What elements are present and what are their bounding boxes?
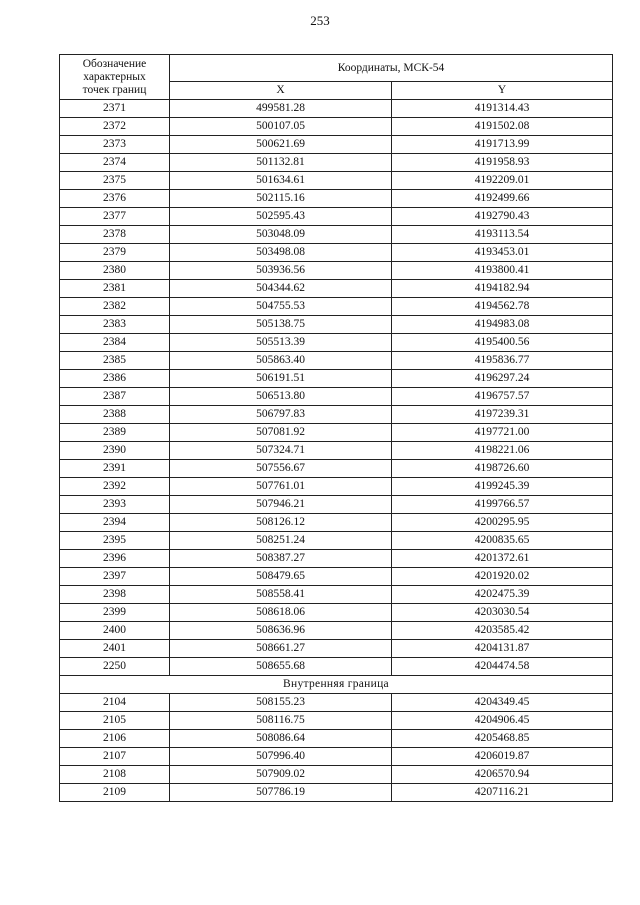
table-row xyxy=(60,172,613,190)
point-id-cell: 2399 xyxy=(60,604,170,622)
point-id-cell: 2387 xyxy=(60,388,170,406)
y-coordinate-cell: 4204474.58 xyxy=(392,658,613,676)
y-coordinate-cell: 4195836.77 xyxy=(392,352,613,370)
point-id-cell: 2383 xyxy=(60,316,170,334)
point-id-cell: 2384 xyxy=(60,334,170,352)
point-id-cell: 2386 xyxy=(60,370,170,388)
table-row xyxy=(60,712,613,730)
y-coordinate-cell: 4197721.00 xyxy=(392,424,613,442)
point-label-header-line: Обозначение xyxy=(82,57,147,70)
x-coordinate-cell: 500621.69 xyxy=(170,136,392,154)
table-row xyxy=(60,532,613,550)
x-coordinate-cell: 501634.61 xyxy=(170,172,392,190)
y-coordinate-cell: 4199766.57 xyxy=(392,496,613,514)
x-coordinate-cell: 504755.53 xyxy=(170,298,392,316)
table-row xyxy=(60,316,613,334)
point-id-cell: 2390 xyxy=(60,442,170,460)
point-id-cell: 2381 xyxy=(60,280,170,298)
y-coordinate-cell: 4191502.08 xyxy=(392,118,613,136)
table-row xyxy=(60,352,613,370)
y-coordinate-cell: 4191958.93 xyxy=(392,154,613,172)
y-coordinate-cell: 4207116.21 xyxy=(392,784,613,802)
y-coordinate-cell: 4193453.01 xyxy=(392,244,613,262)
table-row xyxy=(60,640,613,658)
y-coordinate-cell: 4192499.66 xyxy=(392,190,613,208)
table-row xyxy=(60,262,613,280)
x-coordinate-cell: 505863.40 xyxy=(170,352,392,370)
x-coordinate-cell: 508618.06 xyxy=(170,604,392,622)
x-coordinate-cell: 508661.27 xyxy=(170,640,392,658)
y-coordinate-cell: 4198221.06 xyxy=(392,442,613,460)
point-id-cell: 2389 xyxy=(60,424,170,442)
x-coordinate-cell: 500107.05 xyxy=(170,118,392,136)
point-id-cell: 2398 xyxy=(60,586,170,604)
point-id-cell: 2372 xyxy=(60,118,170,136)
table-row xyxy=(60,514,613,532)
point-label-header xyxy=(60,55,170,100)
y-coordinate-cell: 4201372.61 xyxy=(392,550,613,568)
point-id-cell: 2378 xyxy=(60,226,170,244)
point-id-cell: 2106 xyxy=(60,730,170,748)
point-id-cell: 2397 xyxy=(60,568,170,586)
point-label-header-line: точек границ xyxy=(82,83,147,96)
x-coordinate-cell: 504344.62 xyxy=(170,280,392,298)
outer-boundary-rows xyxy=(60,100,613,676)
y-coordinate-cell: 4200295.95 xyxy=(392,514,613,532)
coord-system-header: Координаты, МСК-54 xyxy=(170,55,613,82)
page-number: 253 xyxy=(310,13,330,28)
y-coordinate-cell: 4201920.02 xyxy=(392,568,613,586)
section-divider xyxy=(60,676,613,694)
table-row xyxy=(60,586,613,604)
table-row xyxy=(60,280,613,298)
table-row xyxy=(60,190,613,208)
table-row xyxy=(60,298,613,316)
y-coordinate-cell: 4195400.56 xyxy=(392,334,613,352)
table-row xyxy=(60,442,613,460)
y-column-header: Y xyxy=(392,82,613,100)
table-row xyxy=(60,154,613,172)
point-id-cell: 2385 xyxy=(60,352,170,370)
y-coordinate-cell: 4206570.94 xyxy=(392,766,613,784)
table-row xyxy=(60,136,613,154)
x-coordinate-cell: 508655.68 xyxy=(170,658,392,676)
x-coordinate-cell: 507946.21 xyxy=(170,496,392,514)
x-coordinate-cell: 507556.67 xyxy=(170,460,392,478)
x-coordinate-cell: 508636.96 xyxy=(170,622,392,640)
point-id-cell: 2105 xyxy=(60,712,170,730)
table-row xyxy=(60,370,613,388)
table-row xyxy=(60,604,613,622)
point-id-cell: 2391 xyxy=(60,460,170,478)
table-row xyxy=(60,424,613,442)
table-row xyxy=(60,568,613,586)
y-coordinate-cell: 4204131.87 xyxy=(392,640,613,658)
x-coordinate-cell: 507324.71 xyxy=(170,442,392,460)
table-row xyxy=(60,406,613,424)
point-id-cell: 2392 xyxy=(60,478,170,496)
x-coordinate-cell: 502115.16 xyxy=(170,190,392,208)
point-id-cell: 2394 xyxy=(60,514,170,532)
point-id-cell: 2393 xyxy=(60,496,170,514)
y-coordinate-cell: 4202475.39 xyxy=(392,586,613,604)
table-row xyxy=(60,226,613,244)
coordinates-table xyxy=(59,54,613,802)
x-coordinate-cell: 508479.65 xyxy=(170,568,392,586)
point-id-cell: 2109 xyxy=(60,784,170,802)
y-coordinate-cell: 4192209.01 xyxy=(392,172,613,190)
inner-boundary-rows xyxy=(60,694,613,802)
point-id-cell: 2250 xyxy=(60,658,170,676)
table-header xyxy=(60,55,613,100)
table-row xyxy=(60,100,613,118)
x-coordinate-cell: 502595.43 xyxy=(170,208,392,226)
point-id-cell: 2377 xyxy=(60,208,170,226)
x-coordinate-cell: 503048.09 xyxy=(170,226,392,244)
point-id-cell: 2388 xyxy=(60,406,170,424)
table-row xyxy=(60,334,613,352)
x-coordinate-cell: 507081.92 xyxy=(170,424,392,442)
inner-boundary-title: Внутренняя граница xyxy=(60,676,613,694)
y-coordinate-cell: 4205468.85 xyxy=(392,730,613,748)
point-id-cell: 2400 xyxy=(60,622,170,640)
y-coordinate-cell: 4196757.57 xyxy=(392,388,613,406)
x-coordinate-cell: 505138.75 xyxy=(170,316,392,334)
table-row xyxy=(60,496,613,514)
table-row xyxy=(60,784,613,802)
point-id-cell: 2395 xyxy=(60,532,170,550)
point-id-cell: 2373 xyxy=(60,136,170,154)
point-id-cell: 2371 xyxy=(60,100,170,118)
x-coordinate-cell: 507909.02 xyxy=(170,766,392,784)
x-coordinate-cell: 506191.51 xyxy=(170,370,392,388)
x-coordinate-cell: 506797.83 xyxy=(170,406,392,424)
y-coordinate-cell: 4194983.08 xyxy=(392,316,613,334)
y-coordinate-cell: 4203030.54 xyxy=(392,604,613,622)
table-row xyxy=(60,694,613,712)
y-coordinate-cell: 4193800.41 xyxy=(392,262,613,280)
y-coordinate-cell: 4197239.31 xyxy=(392,406,613,424)
x-coordinate-cell: 506513.80 xyxy=(170,388,392,406)
point-id-cell: 2104 xyxy=(60,694,170,712)
point-id-cell: 2380 xyxy=(60,262,170,280)
y-coordinate-cell: 4204349.45 xyxy=(392,694,613,712)
y-coordinate-cell: 4203585.42 xyxy=(392,622,613,640)
point-id-cell: 2396 xyxy=(60,550,170,568)
point-label-header-line: характерных xyxy=(83,70,146,83)
point-id-cell: 2401 xyxy=(60,640,170,658)
table-row xyxy=(60,478,613,496)
y-coordinate-cell: 4191314.43 xyxy=(392,100,613,118)
x-coordinate-cell: 499581.28 xyxy=(170,100,392,118)
y-coordinate-cell: 4200835.65 xyxy=(392,532,613,550)
table-row xyxy=(60,766,613,784)
y-coordinate-cell: 4198726.60 xyxy=(392,460,613,478)
x-column-header: X xyxy=(170,82,392,100)
table-row xyxy=(60,388,613,406)
x-coordinate-cell: 503936.56 xyxy=(170,262,392,280)
x-coordinate-cell: 508387.27 xyxy=(170,550,392,568)
point-id-cell: 2374 xyxy=(60,154,170,172)
point-id-cell: 2375 xyxy=(60,172,170,190)
y-coordinate-cell: 4192790.43 xyxy=(392,208,613,226)
table-row xyxy=(60,460,613,478)
x-coordinate-cell: 501132.81 xyxy=(170,154,392,172)
table-row xyxy=(60,748,613,766)
table-row xyxy=(60,730,613,748)
y-coordinate-cell: 4193113.54 xyxy=(392,226,613,244)
table-row xyxy=(60,550,613,568)
point-id-cell: 2382 xyxy=(60,298,170,316)
point-id-cell: 2379 xyxy=(60,244,170,262)
x-coordinate-cell: 508086.64 xyxy=(170,730,392,748)
point-id-cell: 2107 xyxy=(60,748,170,766)
y-coordinate-cell: 4194562.78 xyxy=(392,298,613,316)
x-coordinate-cell: 508558.41 xyxy=(170,586,392,604)
y-coordinate-cell: 4194182.94 xyxy=(392,280,613,298)
table-row xyxy=(60,118,613,136)
y-coordinate-cell: 4204906.45 xyxy=(392,712,613,730)
x-coordinate-cell: 507996.40 xyxy=(170,748,392,766)
x-coordinate-cell: 508155.23 xyxy=(170,694,392,712)
x-coordinate-cell: 508251.24 xyxy=(170,532,392,550)
table-row xyxy=(60,658,613,676)
x-coordinate-cell: 505513.39 xyxy=(170,334,392,352)
y-coordinate-cell: 4199245.39 xyxy=(392,478,613,496)
point-id-cell: 2376 xyxy=(60,190,170,208)
y-coordinate-cell: 4191713.99 xyxy=(392,136,613,154)
x-coordinate-cell: 507761.01 xyxy=(170,478,392,496)
x-coordinate-cell: 507786.19 xyxy=(170,784,392,802)
table-row xyxy=(60,622,613,640)
x-coordinate-cell: 503498.08 xyxy=(170,244,392,262)
table-row xyxy=(60,244,613,262)
table-row xyxy=(60,208,613,226)
x-coordinate-cell: 508116.75 xyxy=(170,712,392,730)
y-coordinate-cell: 4196297.24 xyxy=(392,370,613,388)
x-coordinate-cell: 508126.12 xyxy=(170,514,392,532)
point-id-cell: 2108 xyxy=(60,766,170,784)
y-coordinate-cell: 4206019.87 xyxy=(392,748,613,766)
